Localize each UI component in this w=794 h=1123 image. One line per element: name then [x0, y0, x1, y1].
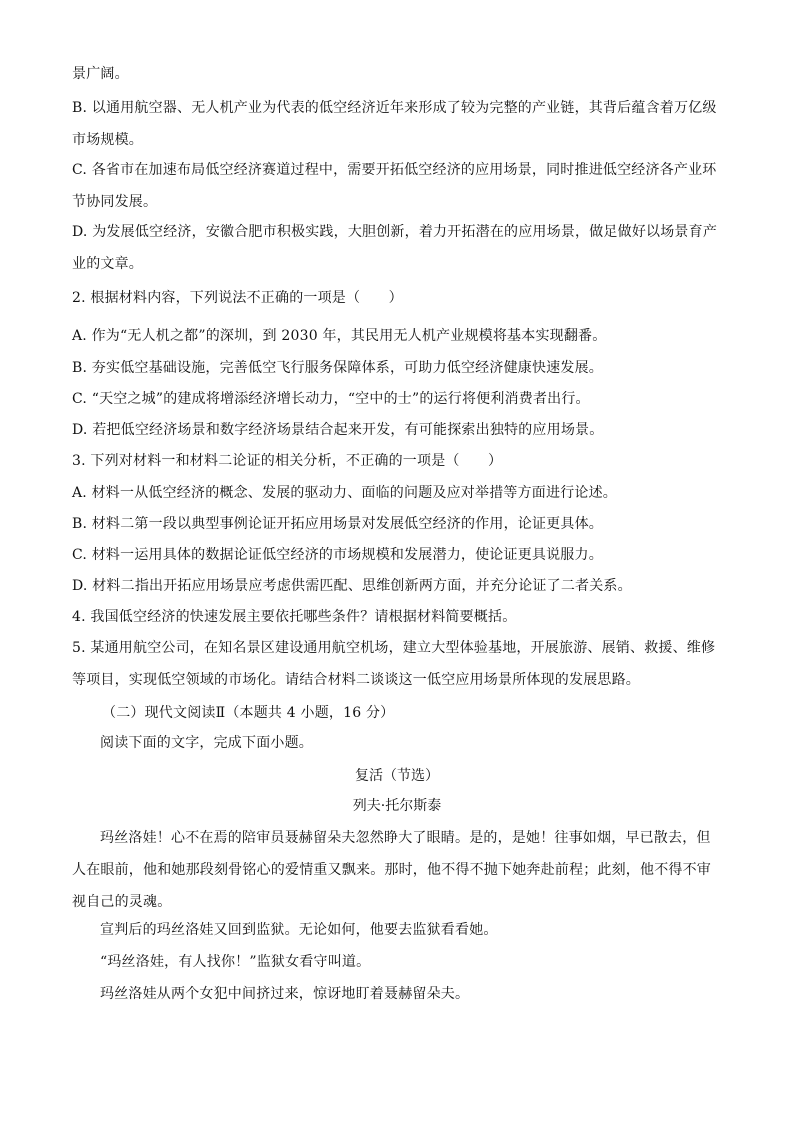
passage-author: 列夫·托尔斯泰 — [352, 798, 442, 814]
question-2-option-c: C. “天空之城”的建成将增添经济增长动力，“空中的士”的运行将便利消费者出行。 — [72, 391, 590, 407]
question1-option-d: D. 为发展低空经济，安徽合肥市积极实践，大胆创新，着力开拓潜在的应用场景，做足做好以场景育产业的文章。 — [72, 224, 718, 272]
passage-title: 复活（节选） — [355, 768, 439, 784]
question-2: 2. 根据材料内容，下列说法不正确的一项是（ ） — [72, 290, 403, 306]
question-3: 3. 下列对材料一和材料二论证的相关分析，不正确的一项是（ ） — [72, 453, 503, 469]
question-3-option-b: B. 材料二第一段以典型事例论证开拓应用场景对发展低空经济的作用，论证更具体。 — [72, 516, 603, 532]
question-5: 5. 某通用航空公司，在知名景区建设通用航空机场，建立大型体验基地，开展旅游、展销、救援、维修等项目，实现低空领域的市场化。请结合材料二谈谈这一低空应用场景所体现的发展思路。 — [72, 640, 716, 688]
question-3-option-d: D. 材料二指出开拓应用场景应考虑供需匹配、思维创新两方面，并充分论证了二者关系。 — [72, 578, 632, 594]
question-4: 4. 我国低空经济的快速发展主要依托哪些条件？请根据材料简要概括。 — [72, 609, 517, 625]
section-heading: （二）现代文阅读Ⅱ（本题共 4 小题，16 分） — [102, 705, 395, 721]
question1-option-c: C. 各省市在加速布局低空经济赛道过程中，需要开拓低空经济的应用场景，同时推进低空经济各产业环节协同发展。 — [72, 162, 717, 210]
question-3-option-c: C. 材料一运用具体的数据论证低空经济的市场规模和发展潜力，使论证更具说服力。 — [72, 547, 603, 563]
passage-paragraph: “玛丝洛娃，有人找你！”监狱女看守叫道。 — [100, 954, 371, 970]
question1-option-b: B. 以通用航空器、无人机产业为代表的低空经济近年来形成了较为完整的产业链，其背后蕴含着万亿级市场规模。 — [72, 100, 717, 148]
question-2-option-a: A. 作为“无人机之都”的深圳，到 2030 年，其民用无人机产业规模将基本实现翻番。 — [72, 328, 607, 344]
question-2-option-b: B. 夯实低空基础设施，完善低空飞行服务保障体系，可助力低空经济健康快速发展。 — [72, 360, 603, 376]
passage-paragraph: 玛丝洛娃！心不在焉的陪审员聂赫留朵夫忽然睁大了眼睛。是的，是她！往事如烟，早已散去，但人在眼前，他和她那段刻骨铭心的爱情重又飘来。那时，他不得不抛下她奔赴前程；此刻，他不得不审视自己的灵魂。 — [72, 830, 711, 910]
reading-instruction: 阅读下面的文字，完成下面小题。 — [100, 735, 313, 751]
passage-paragraph: 玛丝洛娃从两个女犯中间挤过来，惊讶地盯着聂赫留朵夫。 — [100, 986, 470, 1002]
passage-paragraph: 宣判后的玛丝洛娃又回到监狱。无论如何，他要去监狱看看她。 — [100, 922, 498, 938]
text-line: 景广阔。 — [72, 66, 129, 82]
question-3-option-a: A. 材料一从低空经济的概念、发展的驱动力、面临的问题及应对举措等方面进行论述。 — [72, 485, 618, 501]
question-2-option-d: D. 若把低空经济场景和数字经济场景结合起来开发，有可能探索出独特的应用场景。 — [72, 422, 604, 438]
